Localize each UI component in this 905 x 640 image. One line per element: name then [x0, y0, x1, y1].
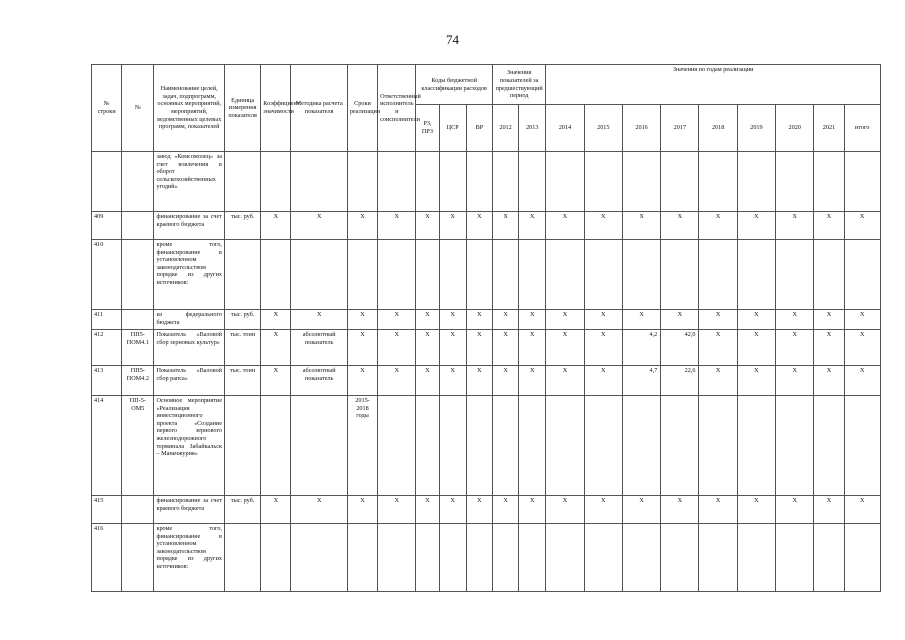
row-2012-cell — [492, 524, 518, 592]
row-csr-cell — [439, 396, 466, 496]
row-name-cell: из федерального бюджета — [154, 310, 225, 330]
row-method-cell: X — [291, 310, 347, 330]
row-year-value-cell — [844, 240, 880, 310]
row-csr-cell: X — [439, 212, 466, 240]
row-year-value-cell — [699, 240, 737, 310]
row-year-value-cell: X — [844, 310, 880, 330]
row-year-value-cell — [814, 524, 844, 592]
row-year-value-cell — [776, 152, 814, 212]
header-year-values: Значения по годам реализации — [546, 65, 881, 105]
row-year-value-cell — [622, 396, 660, 496]
header-row-no: № строки — [92, 65, 122, 152]
row-year-value-cell: X — [699, 310, 737, 330]
row-2012-cell — [492, 240, 518, 310]
row-method-cell: X — [291, 212, 347, 240]
table-row — [92, 152, 881, 212]
row-year-value-cell: X — [776, 212, 814, 240]
row-responsible-cell: X — [378, 330, 416, 366]
row-rz-cell: X — [416, 310, 439, 330]
table-row — [92, 366, 881, 396]
row-unit-cell — [224, 524, 260, 592]
row-year-value-cell — [584, 240, 622, 310]
row-year-value-cell — [737, 152, 775, 212]
row-year-value-cell: X — [661, 496, 699, 524]
header-method: Методика расчета показателя — [291, 65, 347, 152]
header-csr: ЦСР — [439, 105, 466, 152]
row-2013-cell: X — [519, 366, 546, 396]
row-code-cell — [122, 496, 154, 524]
row-csr-cell — [439, 524, 466, 592]
header-year-2017: 2017 — [661, 105, 699, 152]
row-year-value-cell: X — [776, 366, 814, 396]
row-year-value-cell: X — [737, 366, 775, 396]
row-number-cell: 410 — [92, 240, 122, 310]
row-year-value-cell: X — [584, 310, 622, 330]
table-row — [92, 496, 881, 524]
row-year-value-cell: X — [622, 310, 660, 330]
row-year-value-cell — [699, 152, 737, 212]
row-2013-cell: X — [519, 310, 546, 330]
table-row — [92, 212, 881, 240]
row-year-value-cell: X — [699, 212, 737, 240]
row-unit-cell: тыс. руб. — [224, 310, 260, 330]
row-year-value-cell: X — [844, 496, 880, 524]
header-code: № — [122, 65, 154, 152]
row-csr-cell: X — [439, 496, 466, 524]
row-year-value-cell — [844, 152, 880, 212]
row-coef-cell — [261, 396, 291, 496]
row-coef-cell: X — [261, 496, 291, 524]
row-method-cell: X — [291, 496, 347, 524]
row-year-value-cell: X — [737, 310, 775, 330]
table-body — [92, 152, 881, 592]
row-year-value-cell: X — [844, 330, 880, 366]
row-method-cell — [291, 396, 347, 496]
row-csr-cell — [439, 240, 466, 310]
header-year-2019: 2019 — [737, 105, 775, 152]
row-year-value-cell — [661, 524, 699, 592]
row-term-cell — [347, 152, 377, 212]
row-code-cell: ПП-5-ОМ5 — [122, 396, 154, 496]
row-year-value-cell: X — [737, 212, 775, 240]
row-2012-cell — [492, 152, 518, 212]
row-rz-cell: X — [416, 496, 439, 524]
row-term-cell: X — [347, 330, 377, 366]
row-number-cell: 411 — [92, 310, 122, 330]
row-year-value-cell — [814, 396, 844, 496]
row-number-cell: 413 — [92, 366, 122, 396]
header-vr: ВР — [466, 105, 492, 152]
header-year-2018: 2018 — [699, 105, 737, 152]
row-2012-cell: X — [492, 330, 518, 366]
row-coef-cell: X — [261, 212, 291, 240]
row-coef-cell — [261, 152, 291, 212]
row-vr-cell: X — [466, 212, 492, 240]
row-code-cell: ПП5-ПОМ4.1 — [122, 330, 154, 366]
row-responsible-cell: X — [378, 310, 416, 330]
row-year-value-cell: X — [622, 212, 660, 240]
row-2013-cell — [519, 240, 546, 310]
row-name-cell: Показатель «Валовой сбор зерновых культур» — [154, 330, 225, 366]
row-name-cell: кроме того, финансирование в установленном законодательством порядке из других источников: — [154, 524, 225, 592]
row-number-cell: 416 — [92, 524, 122, 592]
row-year-value-cell: 42,0 — [661, 330, 699, 366]
row-rz-cell: X — [416, 330, 439, 366]
row-year-value-cell: X — [844, 366, 880, 396]
row-year-value-cell: X — [814, 310, 844, 330]
row-year-value-cell: X — [622, 496, 660, 524]
header-year-2012: 2012 — [492, 105, 518, 152]
row-term-cell: X — [347, 310, 377, 330]
table-row — [92, 396, 881, 496]
row-year-value-cell: 4,7 — [622, 366, 660, 396]
row-unit-cell: тыс. тонн — [224, 330, 260, 366]
row-csr-cell: X — [439, 330, 466, 366]
row-rz-cell: X — [416, 366, 439, 396]
indicator-table — [91, 64, 881, 592]
row-number-cell — [92, 152, 122, 212]
header-prev-values: Значения показателей за предшествующий период — [492, 65, 545, 105]
row-term-cell: X — [347, 366, 377, 396]
row-unit-cell: тыс. тонн — [224, 366, 260, 396]
row-name-cell: Показатель «Валовой сбор рапса» — [154, 366, 225, 396]
table-row — [92, 330, 881, 366]
header-year-2020: 2020 — [776, 105, 814, 152]
row-year-value-cell: X — [844, 212, 880, 240]
header-unit: Единица измерения показателя — [224, 65, 260, 152]
row-coef-cell: X — [261, 366, 291, 396]
row-vr-cell: X — [466, 330, 492, 366]
row-year-value-cell — [737, 524, 775, 592]
row-name-cell: завод «Комсомолец» за счет вовлечения в оборот сельскохозяйственных угодий» — [154, 152, 225, 212]
row-method-cell — [291, 524, 347, 592]
row-term-cell — [347, 524, 377, 592]
row-unit-cell — [224, 152, 260, 212]
row-2012-cell: X — [492, 310, 518, 330]
row-year-value-cell: X — [584, 366, 622, 396]
row-year-value-cell: X — [814, 366, 844, 396]
table-row — [92, 524, 881, 592]
row-2013-cell: X — [519, 212, 546, 240]
page-number: 74 — [446, 32, 459, 47]
row-responsible-cell — [378, 524, 416, 592]
row-year-value-cell — [661, 396, 699, 496]
row-year-value-cell: X — [546, 330, 584, 366]
row-rz-cell — [416, 396, 439, 496]
table-row — [92, 310, 881, 330]
row-vr-cell — [466, 524, 492, 592]
row-number-cell: 415 — [92, 496, 122, 524]
row-code-cell — [122, 240, 154, 310]
row-term-cell: 2015-2018 годы — [347, 396, 377, 496]
row-term-cell — [347, 240, 377, 310]
header-responsible: Ответственный исполнитель и соисполнители — [378, 65, 416, 152]
row-2012-cell: X — [492, 212, 518, 240]
row-year-value-cell: X — [776, 310, 814, 330]
row-year-value-cell: X — [546, 496, 584, 524]
row-csr-cell — [439, 152, 466, 212]
row-name-cell: кроме того, финансирование в установленном законодательством порядке из других источников: — [154, 240, 225, 310]
row-method-cell — [291, 240, 347, 310]
row-year-value-cell: X — [584, 212, 622, 240]
row-year-value-cell: X — [814, 330, 844, 366]
row-rz-cell — [416, 524, 439, 592]
row-year-value-cell — [661, 240, 699, 310]
header-budget-codes: Коды бюджетной классификации расходов — [416, 65, 493, 105]
row-coef-cell: X — [261, 310, 291, 330]
row-year-value-cell — [844, 396, 880, 496]
row-2012-cell: X — [492, 366, 518, 396]
row-2013-cell — [519, 396, 546, 496]
row-number-cell: 409 — [92, 212, 122, 240]
row-unit-cell: тыс. руб. — [224, 212, 260, 240]
row-year-value-cell: X — [776, 330, 814, 366]
row-year-value-cell: X — [699, 330, 737, 366]
row-year-value-cell: X — [737, 496, 775, 524]
header-year-2015: 2015 — [584, 105, 622, 152]
row-responsible-cell — [378, 152, 416, 212]
row-vr-cell: X — [466, 496, 492, 524]
row-year-value-cell — [814, 240, 844, 310]
row-code-cell — [122, 310, 154, 330]
row-year-value-cell — [584, 396, 622, 496]
row-year-value-cell: X — [661, 310, 699, 330]
row-year-value-cell: X — [814, 212, 844, 240]
row-2013-cell: X — [519, 330, 546, 366]
row-responsible-cell: X — [378, 496, 416, 524]
row-unit-cell: тыс. руб. — [224, 496, 260, 524]
row-rz-cell — [416, 152, 439, 212]
row-vr-cell: X — [466, 310, 492, 330]
row-year-value-cell: X — [546, 310, 584, 330]
row-year-value-cell: X — [546, 366, 584, 396]
row-year-value-cell — [776, 396, 814, 496]
row-year-value-cell — [584, 152, 622, 212]
row-year-value-cell — [546, 396, 584, 496]
header-name: Наименование целей, задач, подпрограмм, основных мероприятий, мероприятий, ведомственных целевых программ, показателей — [154, 65, 225, 152]
row-year-value-cell — [699, 524, 737, 592]
row-year-value-cell — [584, 524, 622, 592]
row-unit-cell — [224, 396, 260, 496]
row-method-cell: абсолютный показатель — [291, 366, 347, 396]
row-year-value-cell — [546, 524, 584, 592]
row-year-value-cell: 22,6 — [661, 366, 699, 396]
row-year-value-cell: X — [737, 330, 775, 366]
row-year-value-cell: X — [584, 330, 622, 366]
row-year-value-cell — [661, 152, 699, 212]
row-year-value-cell — [699, 396, 737, 496]
row-coef-cell — [261, 240, 291, 310]
row-rz-cell: X — [416, 212, 439, 240]
row-2012-cell — [492, 396, 518, 496]
row-name-cell: финансирование за счет краевого бюджета — [154, 496, 225, 524]
row-2013-cell — [519, 524, 546, 592]
row-unit-cell — [224, 240, 260, 310]
row-name-cell: финансирование за счет краевого бюджета — [154, 212, 225, 240]
row-vr-cell: X — [466, 366, 492, 396]
row-2013-cell — [519, 152, 546, 212]
row-year-value-cell: 4,2 — [622, 330, 660, 366]
row-year-value-cell — [737, 396, 775, 496]
header-term: Сроки реализации — [347, 65, 377, 152]
row-year-value-cell — [546, 152, 584, 212]
row-term-cell: X — [347, 212, 377, 240]
header-year-2021: 2021 — [814, 105, 844, 152]
row-2013-cell: X — [519, 496, 546, 524]
row-csr-cell: X — [439, 310, 466, 330]
row-method-cell — [291, 152, 347, 212]
row-code-cell — [122, 212, 154, 240]
header-total: итого — [844, 105, 880, 152]
row-year-value-cell: X — [814, 496, 844, 524]
row-year-value-cell — [622, 240, 660, 310]
row-number-cell: 414 — [92, 396, 122, 496]
row-year-value-cell — [814, 152, 844, 212]
row-responsible-cell: X — [378, 212, 416, 240]
row-responsible-cell: X — [378, 366, 416, 396]
row-year-value-cell: X — [546, 212, 584, 240]
row-year-value-cell: X — [661, 212, 699, 240]
row-responsible-cell — [378, 240, 416, 310]
row-rz-cell — [416, 240, 439, 310]
row-term-cell: X — [347, 496, 377, 524]
header-rz: РЗ, ПРЗ — [416, 105, 439, 152]
row-code-cell: ПП5-ПОМ4.2 — [122, 366, 154, 396]
row-year-value-cell: X — [699, 366, 737, 396]
row-year-value-cell — [776, 240, 814, 310]
table-header — [92, 65, 881, 152]
row-year-value-cell: X — [776, 496, 814, 524]
row-2012-cell: X — [492, 496, 518, 524]
header-year-2013: 2013 — [519, 105, 546, 152]
row-vr-cell — [466, 396, 492, 496]
row-coef-cell: X — [261, 330, 291, 366]
table-row — [92, 240, 881, 310]
row-vr-cell — [466, 152, 492, 212]
row-year-value-cell — [776, 524, 814, 592]
row-csr-cell: X — [439, 366, 466, 396]
row-year-value-cell — [622, 152, 660, 212]
row-code-cell — [122, 152, 154, 212]
row-coef-cell — [261, 524, 291, 592]
row-year-value-cell — [622, 524, 660, 592]
row-number-cell: 412 — [92, 330, 122, 366]
row-year-value-cell — [546, 240, 584, 310]
row-vr-cell — [466, 240, 492, 310]
row-year-value-cell — [844, 524, 880, 592]
row-code-cell — [122, 524, 154, 592]
row-method-cell: абсолютный показатель — [291, 330, 347, 366]
header-year-2014: 2014 — [546, 105, 584, 152]
header-coef: Коэффициент значимости — [261, 65, 291, 152]
header-year-2016: 2016 — [622, 105, 660, 152]
row-name-cell: Основное мероприятие «Реализация инвестиционного проекта «Создание первого зернового железнодорожного терминала Забайкальск – Маньчжурия» — [154, 396, 225, 496]
row-year-value-cell: X — [584, 496, 622, 524]
row-year-value-cell: X — [699, 496, 737, 524]
row-responsible-cell — [378, 396, 416, 496]
row-year-value-cell — [737, 240, 775, 310]
